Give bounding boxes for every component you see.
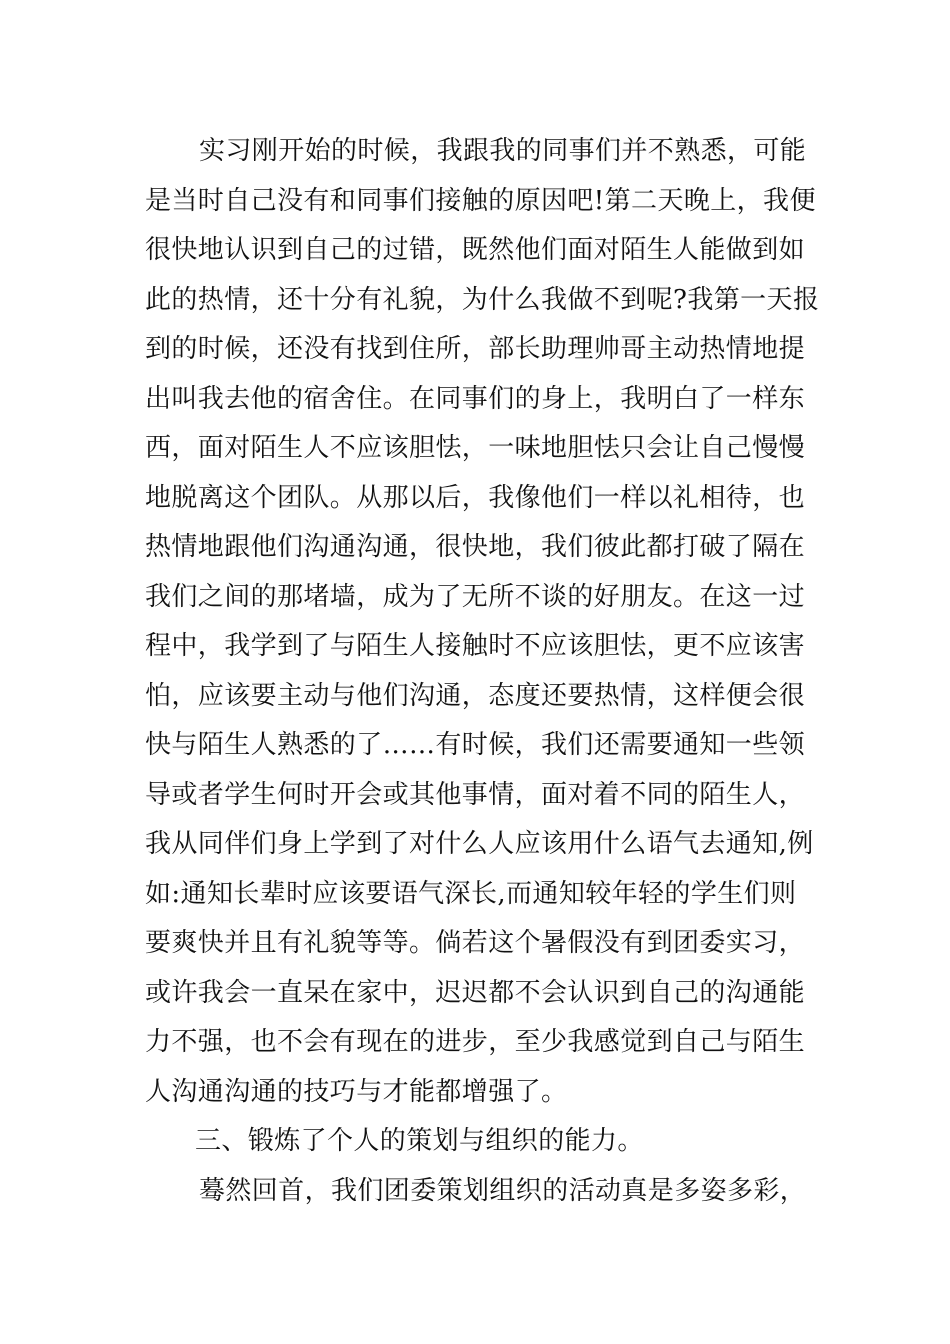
paragraph-line-16: 如:通知长辈时应该要语气深长,而通知较年轻的学生们则 [145, 878, 797, 909]
paragraph-line-20: 人沟通沟通的技巧与才能都增强了。 [145, 1076, 568, 1107]
paragraph-line-7: 西，面对陌生人不应该胆怯，一味地胆怯只会让自己慢慢 [145, 433, 806, 463]
paragraph-line-3: 很快地认识到自己的过错，既然他们面对陌生人能做到如 [145, 235, 806, 265]
paragraph-line-11: 程中，我学到了与陌生人接触时不应该胆怯，更不应该害 [145, 631, 806, 661]
paragraph-line-5: 到的时候，还没有找到住所，部长助理帅哥主动热情地提 [145, 334, 806, 364]
paragraph-line-1: 实习刚开始的时候，我跟我的同事们并不熟悉，可能 [199, 136, 807, 166]
paragraph-line-10: 我们之间的那堵墙，成为了无所不谈的好朋友。在这一过 [145, 581, 806, 612]
paragraph-line-6: 出叫我去他的宿舍住。在同事们的身上，我明白了一样东 [145, 383, 806, 414]
section-heading: 三、锻炼了个人的策划与组织的能力。 [195, 1126, 644, 1156]
paragraph-line-12: 怕，应该要主动与他们沟通，态度还要热情，这样便会很 [145, 680, 806, 711]
paragraph-line-18: 或许我会一直呆在家中，迟迟都不会认识到自己的沟通能 [145, 977, 806, 1008]
paragraph-line-13: 快与陌生人熟悉的了……有时候，我们还需要通知一些领 [145, 730, 806, 760]
paragraph-line-17: 要爽快并且有礼貌等等。倘若这个暑假没有到团委实习， [145, 928, 806, 958]
paragraph-line-19: 力不强，也不会有现在的进步，至少我感觉到自己与陌生 [145, 1027, 806, 1057]
paragraph-line-14: 导或者学生何时开会或其他事情，面对着不同的陌生人， [145, 779, 806, 810]
paragraph-line-15: 我从同伴们身上学到了对什么人应该用什么语气去通知,例 [145, 829, 814, 859]
paragraph-line-8: 地脱离这个团队。从那以后，我像他们一样以礼相待，也 [145, 482, 806, 513]
paragraph-line-4: 此的热情，还十分有礼貌，为什么我做不到呢?我第一天报 [145, 284, 820, 315]
paragraph-line-2: 是当时自己没有和同事们接触的原因吧!第二天晚上，我便 [145, 185, 816, 216]
paragraph-line-22: 蓦然回首，我们团委策划组织的活动真是多姿多彩， [199, 1175, 807, 1206]
document-body [145, 127, 820, 1216]
paragraph-line-9: 热情地跟他们沟通沟通，很快地，我们彼此都打破了隔在 [145, 532, 806, 562]
